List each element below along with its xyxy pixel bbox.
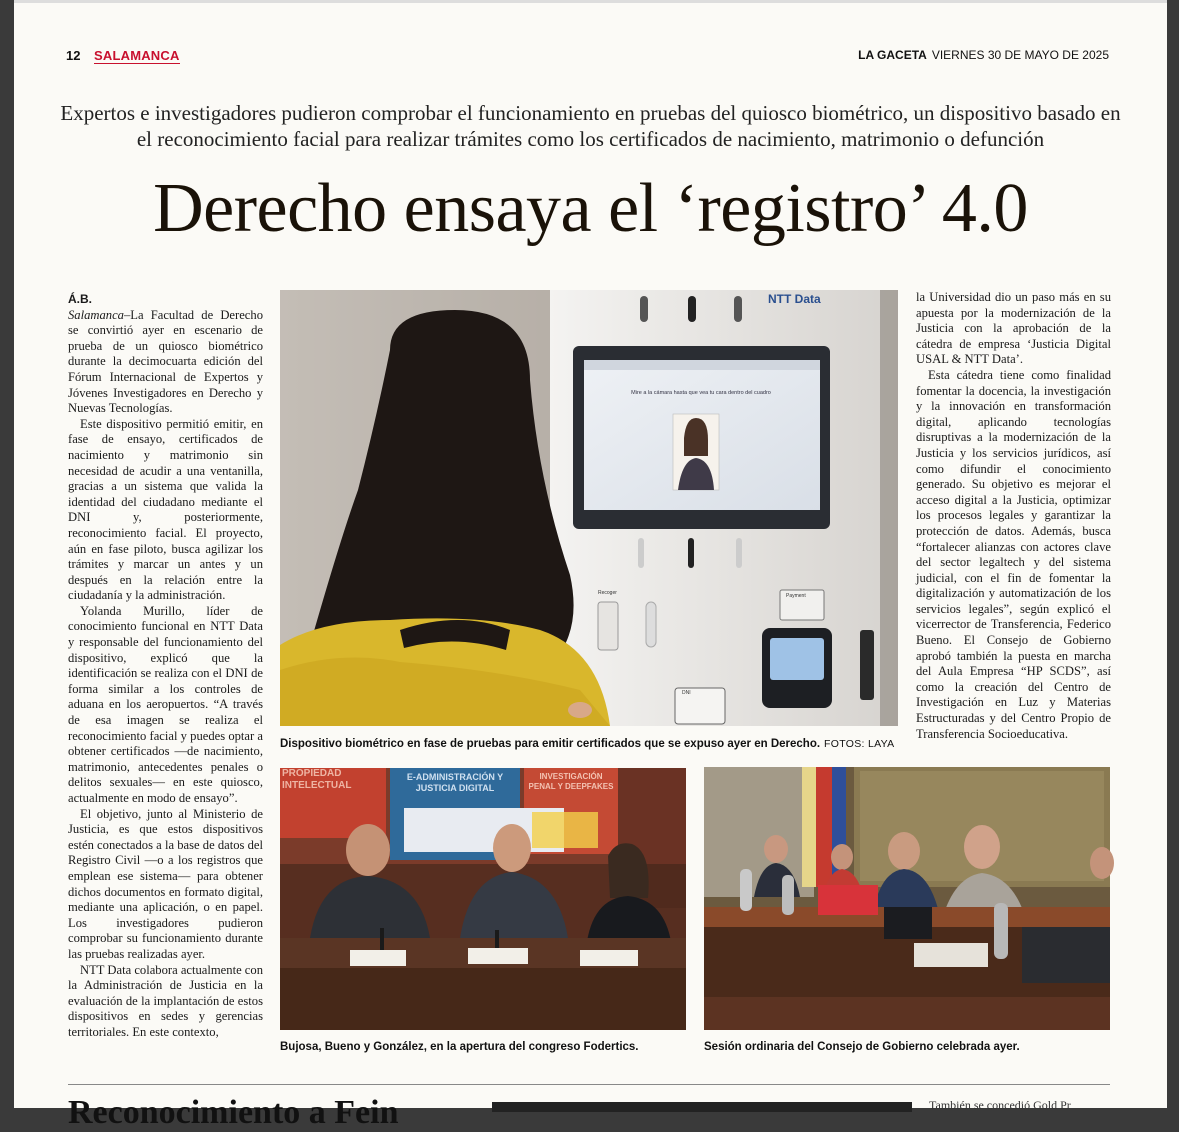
council-photo-illustration xyxy=(704,767,1110,1030)
newspaper-page xyxy=(14,0,1167,1131)
paper-name: LA GACETA xyxy=(858,48,927,62)
section-divider xyxy=(68,1084,1110,1085)
kiosk-screen-text: Mire a la cámara hasta que vea tu cara dentro del cuadro xyxy=(631,390,771,396)
page-top-edge xyxy=(14,0,1167,3)
main-photo-caption xyxy=(280,738,894,750)
council-photo-caption: Sesión ordinaria del Consejo de Gobierno celebrada ayer. xyxy=(704,1041,1020,1053)
folio-bar xyxy=(66,48,1109,66)
banner-criminal-investigation: INVESTIGACIÓN PENAL Y DEEPFAKES xyxy=(528,772,614,791)
issue-date: VIERNES 30 DE MAYO DE 2025 xyxy=(931,48,1109,62)
next-article-headline: Reconocimiento a Fein xyxy=(68,1094,399,1131)
dateline: Salamanca xyxy=(68,307,124,322)
main-photo xyxy=(280,290,898,726)
slot-right-label: Payment xyxy=(786,593,806,599)
panel-photo-illustration xyxy=(280,768,686,1030)
panel-photo-caption: Bujosa, Bueno y González, en la apertura del congreso Fodertics. xyxy=(280,1041,639,1053)
body-column-1 xyxy=(68,292,263,1058)
main-caption-text: Dispositivo biométrico en fase de pruebas para emitir certificados que se expuso ayer en Derecho. xyxy=(280,738,821,750)
council-photo xyxy=(704,767,1110,1030)
body-column-3 xyxy=(916,290,1111,755)
next-article-photo xyxy=(492,1102,912,1112)
banner-e-administration: E-ADMINISTRACIÓN Y JUSTICIA DIGITAL xyxy=(406,772,504,793)
body-paragraph: NTT Data colabora actualmente con la Administración de Justicia en la evaluación de la implantación de estos dispositivos en sedes y gerencias territoriales. En este contexto, xyxy=(68,962,263,1039)
article-headline: Derecho ensaya el ‘registro’ 4.0 xyxy=(153,170,1028,247)
next-article-text: También se concedió Gold Pr xyxy=(929,1098,1071,1112)
kiosk-photo-illustration xyxy=(280,290,898,726)
kiosk-brand-label: NTT Data xyxy=(768,292,821,306)
body-paragraph: la Universidad dio un paso más en su apuesta por la modernización de la Justicia con la aprobación de la cátedra de empresa ‘Justicia Digital USAL & NTT Data’. xyxy=(916,290,1111,367)
body-paragraph: Esta cátedra tiene como finalidad fomentar la docencia, la investigación y la innovación en transformación digital, aplicando tecnologías disruptivas a la modernización de la Justicia y los servicios jurídicos, así como difundir el conocimiento generado. Su objetivo es mejorar el acceso digital a la Justicia, optimizar los procesos legales y garantizar la protección de datos. Además, busca “fortalecer alianzas con actores clave del sector legaltech y del sistema judicial, con el fin de fomentar la digitalización y automatización de los servicios legales”, según explicó el vicerrector de Transferencia, Federico Bueno. El Consejo de Gobierno aprobó también la puesta en marcha del Aula Empresa “HP SCDS”, así como la creación del Centro de Investigación en Luz y Materias Estructuradas y del Centro Propio de Transferencia Socioeducativa. xyxy=(916,367,1111,741)
body-paragraph: Salamanca–La Facultad de Derecho se convirtió ayer en escenario de prueba de un quiosco biométrico durante la decimocuarta edición del Fórum Internacional de Expertos y Jóvenes Investigadores en Derecho y Nuevas Tecnologías. xyxy=(68,307,263,416)
article-dek: Expertos e investigadores pudieron comprobar el funcionamiento en pruebas del quiosco biométrico, un dispositivo basado en el reconocimiento facial para realizar trámites como los certificados de nacimiento, matrimonio o defunción xyxy=(60,101,1121,151)
panel-photo xyxy=(280,768,686,1030)
byline: Á.B. xyxy=(68,292,92,306)
section-label: SALAMANCA xyxy=(94,48,180,63)
slot-left-label: Recoger xyxy=(598,590,617,596)
id-slot-label: DNI xyxy=(682,690,691,696)
body-paragraph: Yolanda Murillo, líder de conocimiento funcional en NTT Data y responsable del funcionamiento del dispositivo, explicó que la identificación se realiza con el DNI de forma similar a los controles de aduana en los aeropuertos. “A través de esa imagen se realiza el reconocimiento facial y puedes optar a obtener certificados —de nacimiento, matrimonio, antecedentes penales o delitos sexuales— en este quiosco, actualmente en modo de ensayo”. xyxy=(68,603,263,805)
body-paragraph: El objetivo, junto al Ministerio de Justicia, es que estos dispositivos estén conectados a la base de datos del Registro Civil —o a los registros que emplean ese sistema— para obtener dichos documentos en formato digital, mediante una aplicación, o en papel. Los investigadores pudieron comprobar su funcionamiento durante las pruebas realizadas ayer. xyxy=(68,806,263,961)
folio-right xyxy=(858,48,1109,62)
photo-credit: FOTOS: LAYA xyxy=(824,738,895,750)
page-number: 12 xyxy=(66,48,81,63)
banner-intellectual-property: PROPIEDAD INTELECTUAL xyxy=(282,768,352,791)
body-paragraph: Este dispositivo permitió emitir, en fase de ensayo, certificados de nacimiento y matrimonio sin necesidad de acudir a una ventanilla, gracias a un sistema que valida la identidad del ciudadano mediante el DNI y, posteriormente, reconocimiento facial. El proyecto, aún en fase piloto, busca agilizar los trámites y marcar un antes y un después en la relación entre la ciudadanía y la administración. xyxy=(68,416,263,603)
